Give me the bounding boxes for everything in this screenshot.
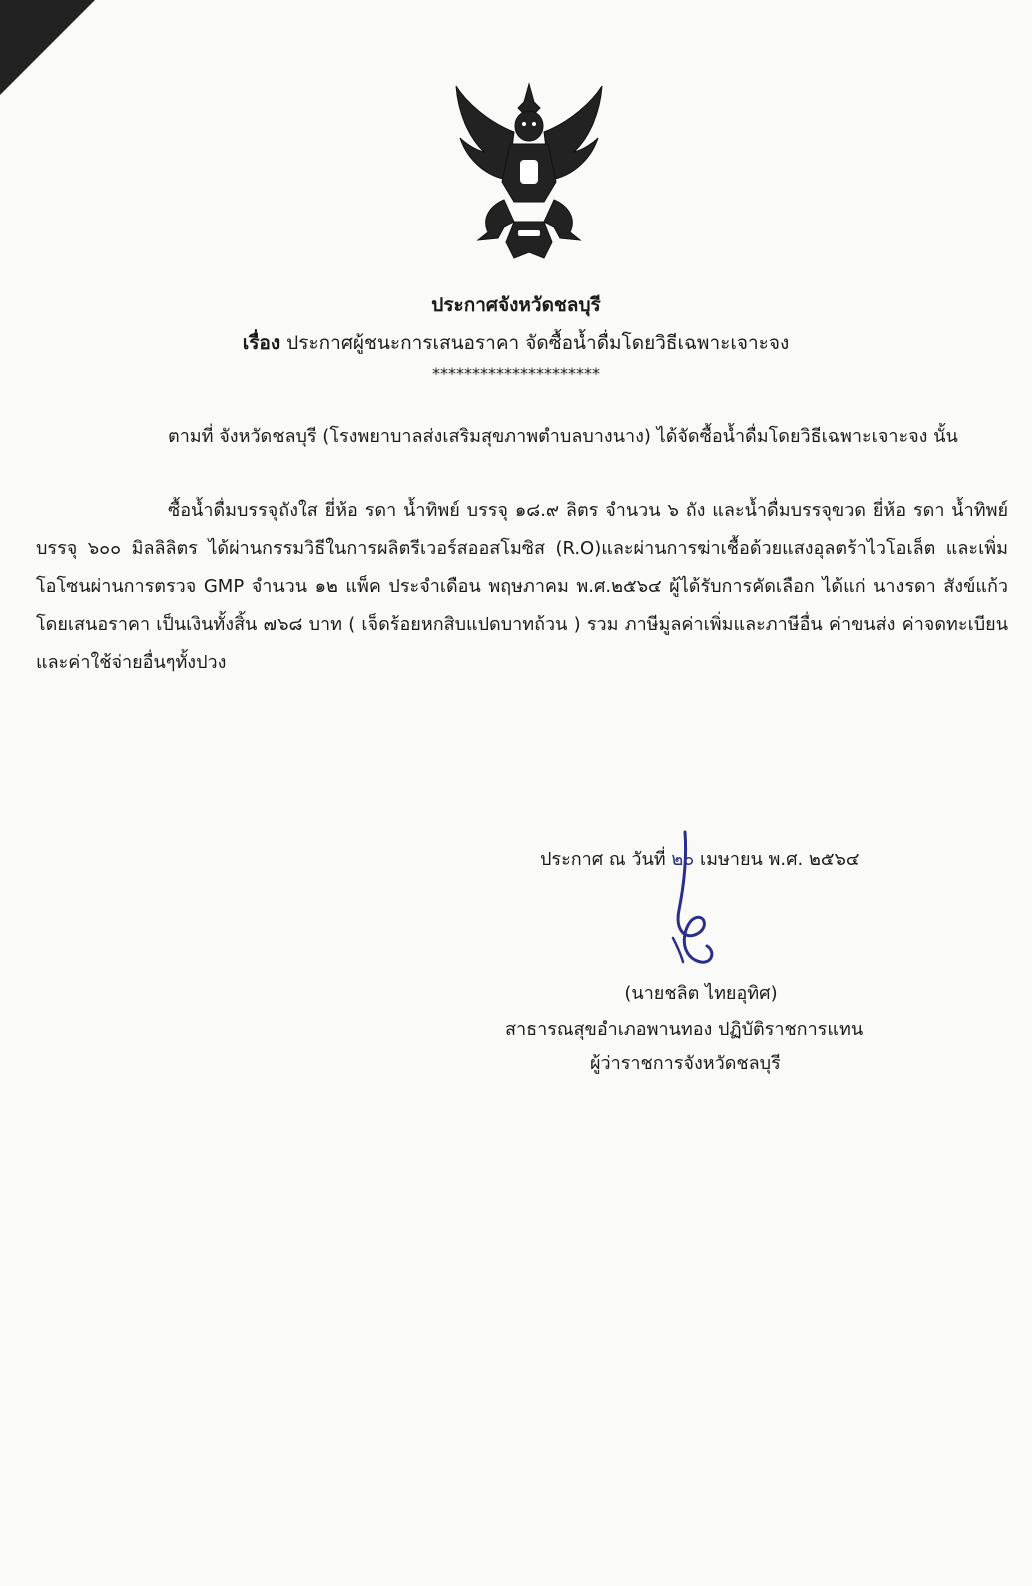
page-corner-shadow <box>0 0 95 95</box>
signatory-position-2: ผู้ว่าราชการจังหวัดชลบุรี <box>590 1053 781 1074</box>
subject-text: ประกาศผู้ชนะการเสนอราคา จัดซื้อน้ำดื่มโดยวิธีเฉพาะเจาะจง <box>286 332 790 354</box>
separator-stars: ********************* <box>432 364 600 383</box>
body-paragraph-2: ซื้อน้ำดื่มบรรจุถังใส ยี่ห้อ รดา น้ำทิพย์ บรรจุ ๑๘.๙ ลิตร จำนวน ๖ ถัง และน้ำดื่มบรรจุขวด ยี่ห้อ รดา น้ำทิพย์ บรรจุ ๖๐๐ มิลลิลิตร ได้ผ่านกรรมวิธีในการผลิตรีเวอร์สออสโมซิส (R.O)และผ่านการฆ่าเชื้อด้วยแสงอุลตร้าไวโอเล็ต และเพิ่มโอโซนผ่านการตรวจ GMP จำนวน ๑๒ แพ็ค ประจำเดือน พฤษภาคม พ.ศ.๒๕๖๔ ผู้ได้รับการคัดเลือก ได้แก่ นางรดา สังข์แก้ว โดยเสนอราคา เป็นเงินทั้งสิ้น ๗๖๘ บาท ( เจ็ดร้อยหกสิบแปดบาทถ้วน ) รวม ภาษีมูลค่าเพิ่มและภาษีอื่น ค่าขนส่ง ค่าจดทะเบียน และค่าใช้จ่ายอื่นๆทั้งปวง <box>36 500 1008 673</box>
signatory-name: (นายชลิต ไทยอุทิศ) <box>624 983 778 1004</box>
date-day: ๒๐ <box>671 849 695 870</box>
garuda-emblem-icon <box>448 82 610 262</box>
document-title: ประกาศจังหวัดชลบุรี <box>431 294 601 316</box>
handwritten-signature <box>655 830 745 980</box>
date-prefix: ประกาศ ณ วันที่ <box>540 849 666 870</box>
subject-label: เรื่อง <box>242 332 281 354</box>
date-suffix: เมษายน พ.ศ. ๒๕๖๔ <box>699 849 860 870</box>
document-subject <box>0 328 1032 358</box>
signatory-position-1: สาธารณสุขอำเภอพานทอง ปฏิบัติราชการแทน <box>505 1019 864 1040</box>
body-paragraph-1: ตามที่ จังหวัดชลบุรี (โรงพยาบาลส่งเสริมสุขภาพตำบลบางนาง) ได้จัดซื้อน้ำดื่มโดยวิธีเฉพาะเจาะจง นั้น <box>168 426 958 447</box>
